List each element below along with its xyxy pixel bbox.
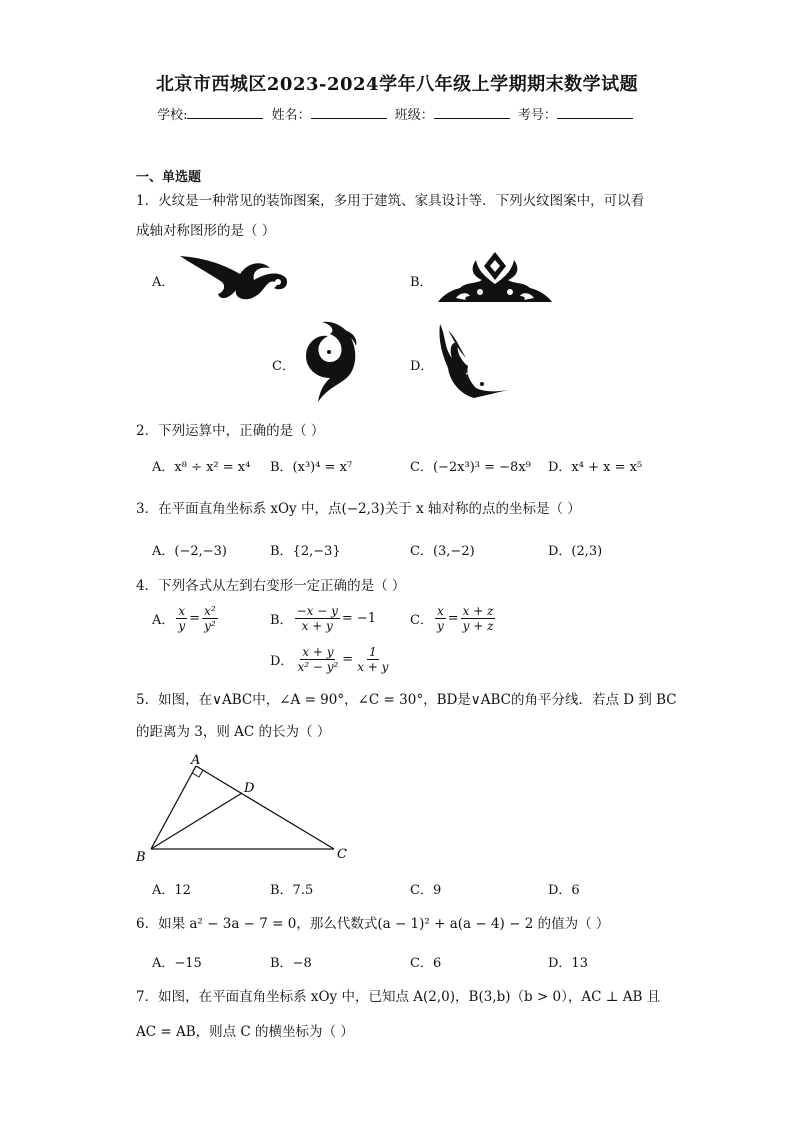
- q4a-right-den: y²: [204, 619, 216, 633]
- fire-pattern-a-icon: [178, 252, 290, 304]
- q1-option-a-label[interactable]: A．: [152, 275, 175, 290]
- q4a-left-fraction: [176, 604, 187, 633]
- q5-option-b[interactable]: B．7.5: [270, 883, 314, 898]
- q1-option-d-label[interactable]: D．: [410, 359, 434, 374]
- school-blank[interactable]: [187, 107, 263, 119]
- number-blank[interactable]: [557, 107, 633, 119]
- q5-option-c[interactable]: C．9: [410, 883, 442, 898]
- q4c-right-num: x + z: [462, 604, 494, 618]
- q1-text-line1: 1．火纹是一种常见的装饰图案，多用于建筑、家具设计等．下列火纹图案中，可以看: [136, 193, 645, 209]
- q5-option-d[interactable]: D．6: [548, 883, 580, 898]
- q6-option-b[interactable]: B．−8: [270, 956, 312, 971]
- q4d-right-fraction: [355, 645, 390, 674]
- fire-pattern-c-icon: [300, 318, 362, 404]
- q4c-right-fraction: [461, 604, 496, 633]
- q4a-left-den: y: [178, 619, 186, 633]
- q4d-left-fraction: [295, 645, 340, 674]
- q4-option-d-label: D．: [270, 654, 294, 669]
- section-heading: 一、单选题: [136, 170, 202, 185]
- q4-option-a[interactable]: A． $\frac{x}{y}$ = $\frac{\text{x²}}{\text{y²}}$: [152, 604, 216, 633]
- fire-pattern-d-icon: [436, 322, 510, 400]
- q5-side-ab: [151, 766, 196, 849]
- q4b-rhs: = −1: [341, 611, 377, 626]
- name-label: 姓名：: [271, 108, 311, 123]
- q6-text: 6．如果 a² − 3a − 7 = 0，那么代数式(a − 1)² + a(a − 4) − 2 的值为（ ）: [136, 916, 610, 932]
- school-label: 学校:: [157, 108, 188, 123]
- q4d-left-den: x² − y²: [297, 660, 339, 674]
- q6-option-d[interactable]: D．13: [548, 956, 588, 971]
- q2-option-c[interactable]: C．(−2x³)³ = −8x⁹: [410, 460, 531, 475]
- q7-text-line2: AC = AB，则点 C 的横坐标为（ ）: [136, 1024, 354, 1040]
- q5-label-a: A: [191, 753, 201, 768]
- q4a-right-num: x²: [204, 604, 216, 618]
- q5-triangle-figure: [132, 752, 358, 864]
- q4b-left-num: −x − y: [296, 604, 338, 618]
- q1-option-b-label[interactable]: B．: [410, 275, 433, 290]
- q4c-left-den: y: [436, 619, 444, 633]
- q3-text: 3．在平面直角坐标系 xOy 中，点(−2,3)关于 x 轴对称的点的坐标是（ ）: [136, 501, 581, 517]
- q4-text: 4．下列各式从左到右变形一定正确的是（ ）: [136, 578, 406, 594]
- q5-label-d: D: [244, 781, 255, 796]
- q6-option-c[interactable]: C．6: [410, 956, 442, 971]
- q4-option-c-label: C．: [410, 613, 433, 628]
- q2-option-d[interactable]: D．x⁴ + x = x⁵: [548, 460, 643, 475]
- q4d-right-num: 1: [369, 645, 377, 659]
- q4a-right-fraction: [202, 604, 218, 633]
- exam-title: 北京市西城区2023-2024学年八年级上学期期末数学试题: [155, 74, 639, 95]
- student-info-line: [0, 104, 794, 123]
- q4a-left-num: x: [178, 604, 186, 618]
- q5-side-ac: [196, 766, 334, 849]
- class-blank[interactable]: [434, 107, 510, 119]
- q2-option-a[interactable]: A．x⁸ ÷ x² = x⁴: [152, 460, 251, 475]
- class-label: 班级：: [394, 108, 434, 123]
- q5-text-line1: 5．如图，在∨ABC中，∠A = 90°，∠C = 30°，BD是∨ABC的角平分线．若点 D 到 BC: [136, 692, 677, 708]
- q5-label-c: C: [337, 847, 347, 862]
- q4-option-a-label: A．: [152, 613, 175, 628]
- q5-label-b: B: [136, 850, 146, 864]
- q4c-left-fraction: [435, 604, 446, 633]
- q4b-left-fraction: [295, 604, 340, 633]
- q5-option-a[interactable]: A．12: [152, 883, 191, 898]
- q7-text-line1: 7．如图，在平面直角坐标系 xOy 中，已知点 A(2,0)，B(3,b)（b > 0），AC ⊥ AB 且: [136, 989, 661, 1005]
- q3-option-c[interactable]: C．(3,−2): [410, 544, 475, 559]
- q5-bisector-bd: [151, 793, 242, 849]
- q3-option-b[interactable]: B．{2,−3}: [270, 544, 341, 559]
- q2-text: 2．下列运算中，正确的是（ ）: [136, 423, 325, 439]
- name-blank[interactable]: [311, 107, 387, 119]
- number-label: 考号：: [517, 108, 557, 123]
- q4-option-b-label: B．: [270, 613, 293, 628]
- q4b-left-den: x + y: [301, 619, 333, 633]
- q5-text-line2: 的距离为 3，则 AC 的长为（ ）: [136, 724, 331, 740]
- q3-option-a[interactable]: A．(−2,−3): [152, 544, 227, 559]
- q4-option-d[interactable]: D． $\frac{x + y}{\text{x² − y²}}$ = $\frac{1}{x + y}$: [270, 645, 389, 674]
- q4-option-c[interactable]: C． $\frac{x}{y}$ = $\frac{x + z}{y + z}$: [410, 604, 494, 633]
- q1-text-line2: 成轴对称图形的是（ ）: [136, 223, 276, 239]
- q4d-left-num: x + y: [302, 645, 334, 659]
- q4c-left-num: x: [436, 604, 444, 618]
- q4d-right-den: x + y: [357, 660, 389, 674]
- q2-option-b[interactable]: B．(x³)⁴ = x⁷: [270, 460, 353, 475]
- q1-option-c-label[interactable]: C．: [272, 359, 295, 374]
- q3-option-d[interactable]: D．(2,3): [548, 544, 603, 559]
- q6-option-a[interactable]: A．−15: [152, 956, 202, 971]
- q4-option-b[interactable]: [270, 604, 376, 633]
- fire-pattern-b-icon: [436, 250, 554, 306]
- q4c-right-den: y + z: [462, 619, 494, 633]
